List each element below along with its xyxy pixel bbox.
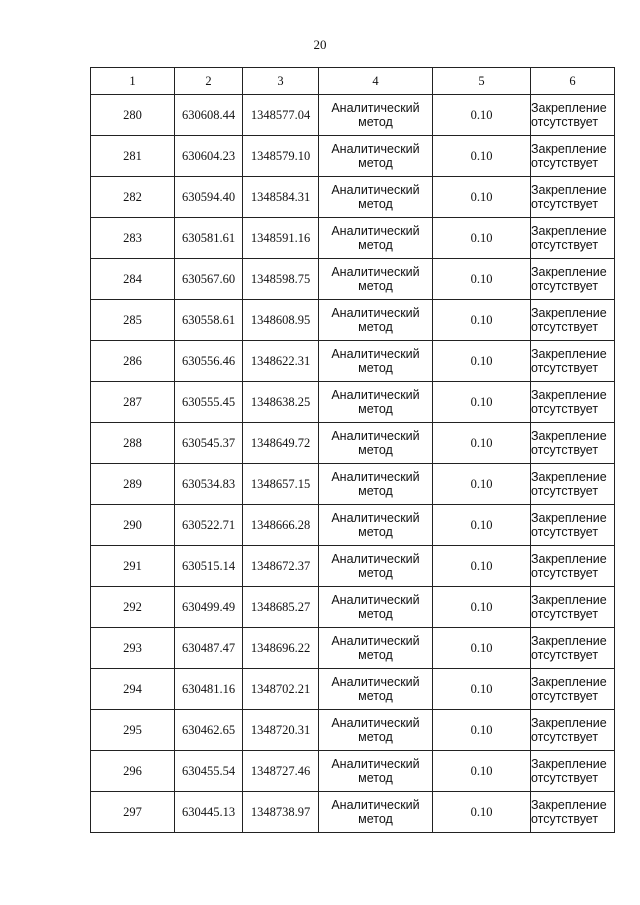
method-cell [319,218,433,259]
coordinate-y: 1348666.28 [243,505,319,546]
fixation-line: Закрепление [531,716,607,730]
fixation-line: отсутствует [531,443,599,457]
page-number: 20 [313,37,327,52]
fixation-line: отсутствует [531,115,599,129]
table-row [91,546,615,587]
coordinate-y: 1348672.37 [243,546,319,587]
fixation-line: Закрепление [531,470,607,484]
method-line: Аналитический [331,593,420,607]
precision-value: 0.10 [433,710,531,751]
coordinate-x: 630462.65 [175,710,243,751]
point-number: 291 [91,546,175,587]
coordinate-x: 630515.14 [175,546,243,587]
fixation-line: отсутствует [531,812,599,826]
table-header-row [91,68,615,95]
fixation-line: Закрепление [531,593,607,607]
coordinate-x: 630487.47 [175,628,243,669]
method-cell [319,792,433,833]
method-line: Аналитический [331,224,420,238]
fixation-line: отсутствует [531,525,599,539]
fixation-line: Закрепление [531,142,607,156]
method-cell [319,546,433,587]
fixation-cell [531,710,615,751]
method-cell [319,259,433,300]
table-row [91,218,615,259]
fixation-line: отсутствует [531,689,599,703]
table-row [91,587,615,628]
method-line: метод [358,115,393,129]
coordinate-x: 630604.23 [175,136,243,177]
coordinates-table [90,67,615,833]
method-line: метод [358,689,393,703]
table-row [91,300,615,341]
fixation-line: отсутствует [531,607,599,621]
table-row [91,505,615,546]
fixation-cell [531,177,615,218]
fixation-line: Закрепление [531,798,607,812]
fixation-cell [531,300,615,341]
table-row [91,136,615,177]
precision-value: 0.10 [433,382,531,423]
method-line: метод [358,402,393,416]
precision-value: 0.10 [433,423,531,464]
fixation-line: Закрепление [531,224,607,238]
coordinate-x: 630534.83 [175,464,243,505]
precision-value: 0.10 [433,792,531,833]
fixation-cell [531,464,615,505]
method-line: Аналитический [331,429,420,443]
point-number: 294 [91,669,175,710]
column-header: 6 [531,68,615,95]
method-cell [319,423,433,464]
fixation-cell [531,382,615,423]
coordinate-y: 1348638.25 [243,382,319,423]
coordinate-x: 630555.45 [175,382,243,423]
method-cell [319,95,433,136]
point-number: 293 [91,628,175,669]
point-number: 284 [91,259,175,300]
method-line: Аналитический [331,757,420,771]
coordinate-y: 1348622.31 [243,341,319,382]
fixation-line: Закрепление [531,347,607,361]
fixation-cell [531,505,615,546]
method-line: метод [358,361,393,375]
table-row [91,710,615,751]
coordinate-x: 630594.40 [175,177,243,218]
fixation-cell [531,341,615,382]
point-number: 288 [91,423,175,464]
method-line: метод [358,238,393,252]
table-row [91,259,615,300]
table-row [91,669,615,710]
method-line: метод [358,771,393,785]
coordinate-y: 1348685.27 [243,587,319,628]
fixation-cell [531,546,615,587]
fixation-line: Закрепление [531,265,607,279]
point-number: 296 [91,751,175,792]
fixation-cell [531,669,615,710]
column-header: 3 [243,68,319,95]
method-cell [319,136,433,177]
table-row [91,177,615,218]
fixation-line: Закрепление [531,511,607,525]
method-line: метод [358,525,393,539]
point-number: 297 [91,792,175,833]
precision-value: 0.10 [433,587,531,628]
point-number: 287 [91,382,175,423]
fixation-cell [531,259,615,300]
precision-value: 0.10 [433,341,531,382]
method-line: Аналитический [331,142,420,156]
precision-value: 0.10 [433,505,531,546]
coordinate-y: 1348584.31 [243,177,319,218]
table-row [91,628,615,669]
fixation-cell [531,751,615,792]
method-line: метод [358,443,393,457]
fixation-line: Закрепление [531,634,607,648]
fixation-line: отсутствует [531,566,599,580]
fixation-line: отсутствует [531,730,599,744]
point-number: 280 [91,95,175,136]
method-line: Аналитический [331,634,420,648]
coordinate-x: 630445.13 [175,792,243,833]
coordinate-x: 630558.61 [175,300,243,341]
coordinate-y: 1348657.15 [243,464,319,505]
coordinate-x: 630455.54 [175,751,243,792]
point-number: 292 [91,587,175,628]
fixation-line: Закрепление [531,388,607,402]
method-line: метод [358,156,393,170]
method-line: Аналитический [331,101,420,115]
method-line: Аналитический [331,265,420,279]
method-line: Аналитический [331,511,420,525]
fixation-cell [531,792,615,833]
table-row [91,423,615,464]
method-line: метод [358,197,393,211]
method-line: метод [358,607,393,621]
coordinate-y: 1348577.04 [243,95,319,136]
precision-value: 0.10 [433,177,531,218]
table-row [91,792,615,833]
fixation-cell [531,136,615,177]
fixation-line: Закрепление [531,757,607,771]
coordinate-y: 1348649.72 [243,423,319,464]
method-line: метод [358,730,393,744]
column-header: 5 [433,68,531,95]
coordinate-x: 630567.60 [175,259,243,300]
point-number: 281 [91,136,175,177]
method-line: метод [358,648,393,662]
fixation-line: отсутствует [531,197,599,211]
point-number: 283 [91,218,175,259]
coordinate-x: 630581.61 [175,218,243,259]
fixation-line: отсутствует [531,402,599,416]
coordinate-y: 1348720.31 [243,710,319,751]
fixation-line: Закрепление [531,429,607,443]
column-header: 4 [319,68,433,95]
fixation-line: отсутствует [531,238,599,252]
fixation-line: отсутствует [531,361,599,375]
point-number: 295 [91,710,175,751]
method-line: метод [358,484,393,498]
coordinate-x: 630481.16 [175,669,243,710]
method-line: метод [358,566,393,580]
precision-value: 0.10 [433,300,531,341]
table-row [91,341,615,382]
method-line: Аналитический [331,388,420,402]
fixation-line: отсутствует [531,484,599,498]
table-row [91,464,615,505]
method-cell [319,587,433,628]
precision-value: 0.10 [433,259,531,300]
fixation-cell [531,587,615,628]
column-header: 2 [175,68,243,95]
precision-value: 0.10 [433,218,531,259]
method-cell [319,177,433,218]
coordinate-y: 1348608.95 [243,300,319,341]
point-number: 282 [91,177,175,218]
coordinate-y: 1348579.10 [243,136,319,177]
coordinate-y: 1348598.75 [243,259,319,300]
method-cell [319,628,433,669]
method-cell [319,300,433,341]
method-line: Аналитический [331,470,420,484]
method-cell [319,505,433,546]
fixation-line: Закрепление [531,552,607,566]
coordinate-x: 630608.44 [175,95,243,136]
table-row [91,751,615,792]
precision-value: 0.10 [433,95,531,136]
precision-value: 0.10 [433,136,531,177]
method-cell [319,751,433,792]
precision-value: 0.10 [433,546,531,587]
coordinate-y: 1348696.22 [243,628,319,669]
fixation-cell [531,628,615,669]
method-line: Аналитический [331,306,420,320]
coordinate-y: 1348591.16 [243,218,319,259]
point-number: 290 [91,505,175,546]
fixation-cell [531,218,615,259]
method-cell [319,382,433,423]
point-number: 285 [91,300,175,341]
method-line: Аналитический [331,798,420,812]
coordinate-x: 630499.49 [175,587,243,628]
method-line: метод [358,812,393,826]
fixation-line: отсутствует [531,156,599,170]
fixation-line: отсутствует [531,771,599,785]
fixation-line: Закрепление [531,101,607,115]
method-cell [319,669,433,710]
fixation-line: отсутствует [531,279,599,293]
fixation-line: отсутствует [531,320,599,334]
point-number: 286 [91,341,175,382]
coordinate-y: 1348702.21 [243,669,319,710]
method-line: метод [358,320,393,334]
fixation-line: отсутствует [531,648,599,662]
table-row [91,95,615,136]
coordinate-y: 1348738.97 [243,792,319,833]
fixation-cell [531,95,615,136]
fixation-line: Закрепление [531,675,607,689]
coordinate-x: 630522.71 [175,505,243,546]
method-line: Аналитический [331,716,420,730]
coordinate-y: 1348727.46 [243,751,319,792]
method-line: Аналитический [331,183,420,197]
method-line: Аналитический [331,347,420,361]
precision-value: 0.10 [433,464,531,505]
point-number: 289 [91,464,175,505]
fixation-line: Закрепление [531,306,607,320]
method-cell [319,710,433,751]
method-cell [319,341,433,382]
method-line: Аналитический [331,552,420,566]
table-row [91,382,615,423]
fixation-cell [531,423,615,464]
coordinate-x: 630556.46 [175,341,243,382]
table-body [91,95,615,833]
precision-value: 0.10 [433,751,531,792]
fixation-line: Закрепление [531,183,607,197]
method-cell [319,464,433,505]
precision-value: 0.10 [433,628,531,669]
method-line: метод [358,279,393,293]
coordinate-x: 630545.37 [175,423,243,464]
precision-value: 0.10 [433,669,531,710]
column-header: 1 [91,68,175,95]
method-line: Аналитический [331,675,420,689]
